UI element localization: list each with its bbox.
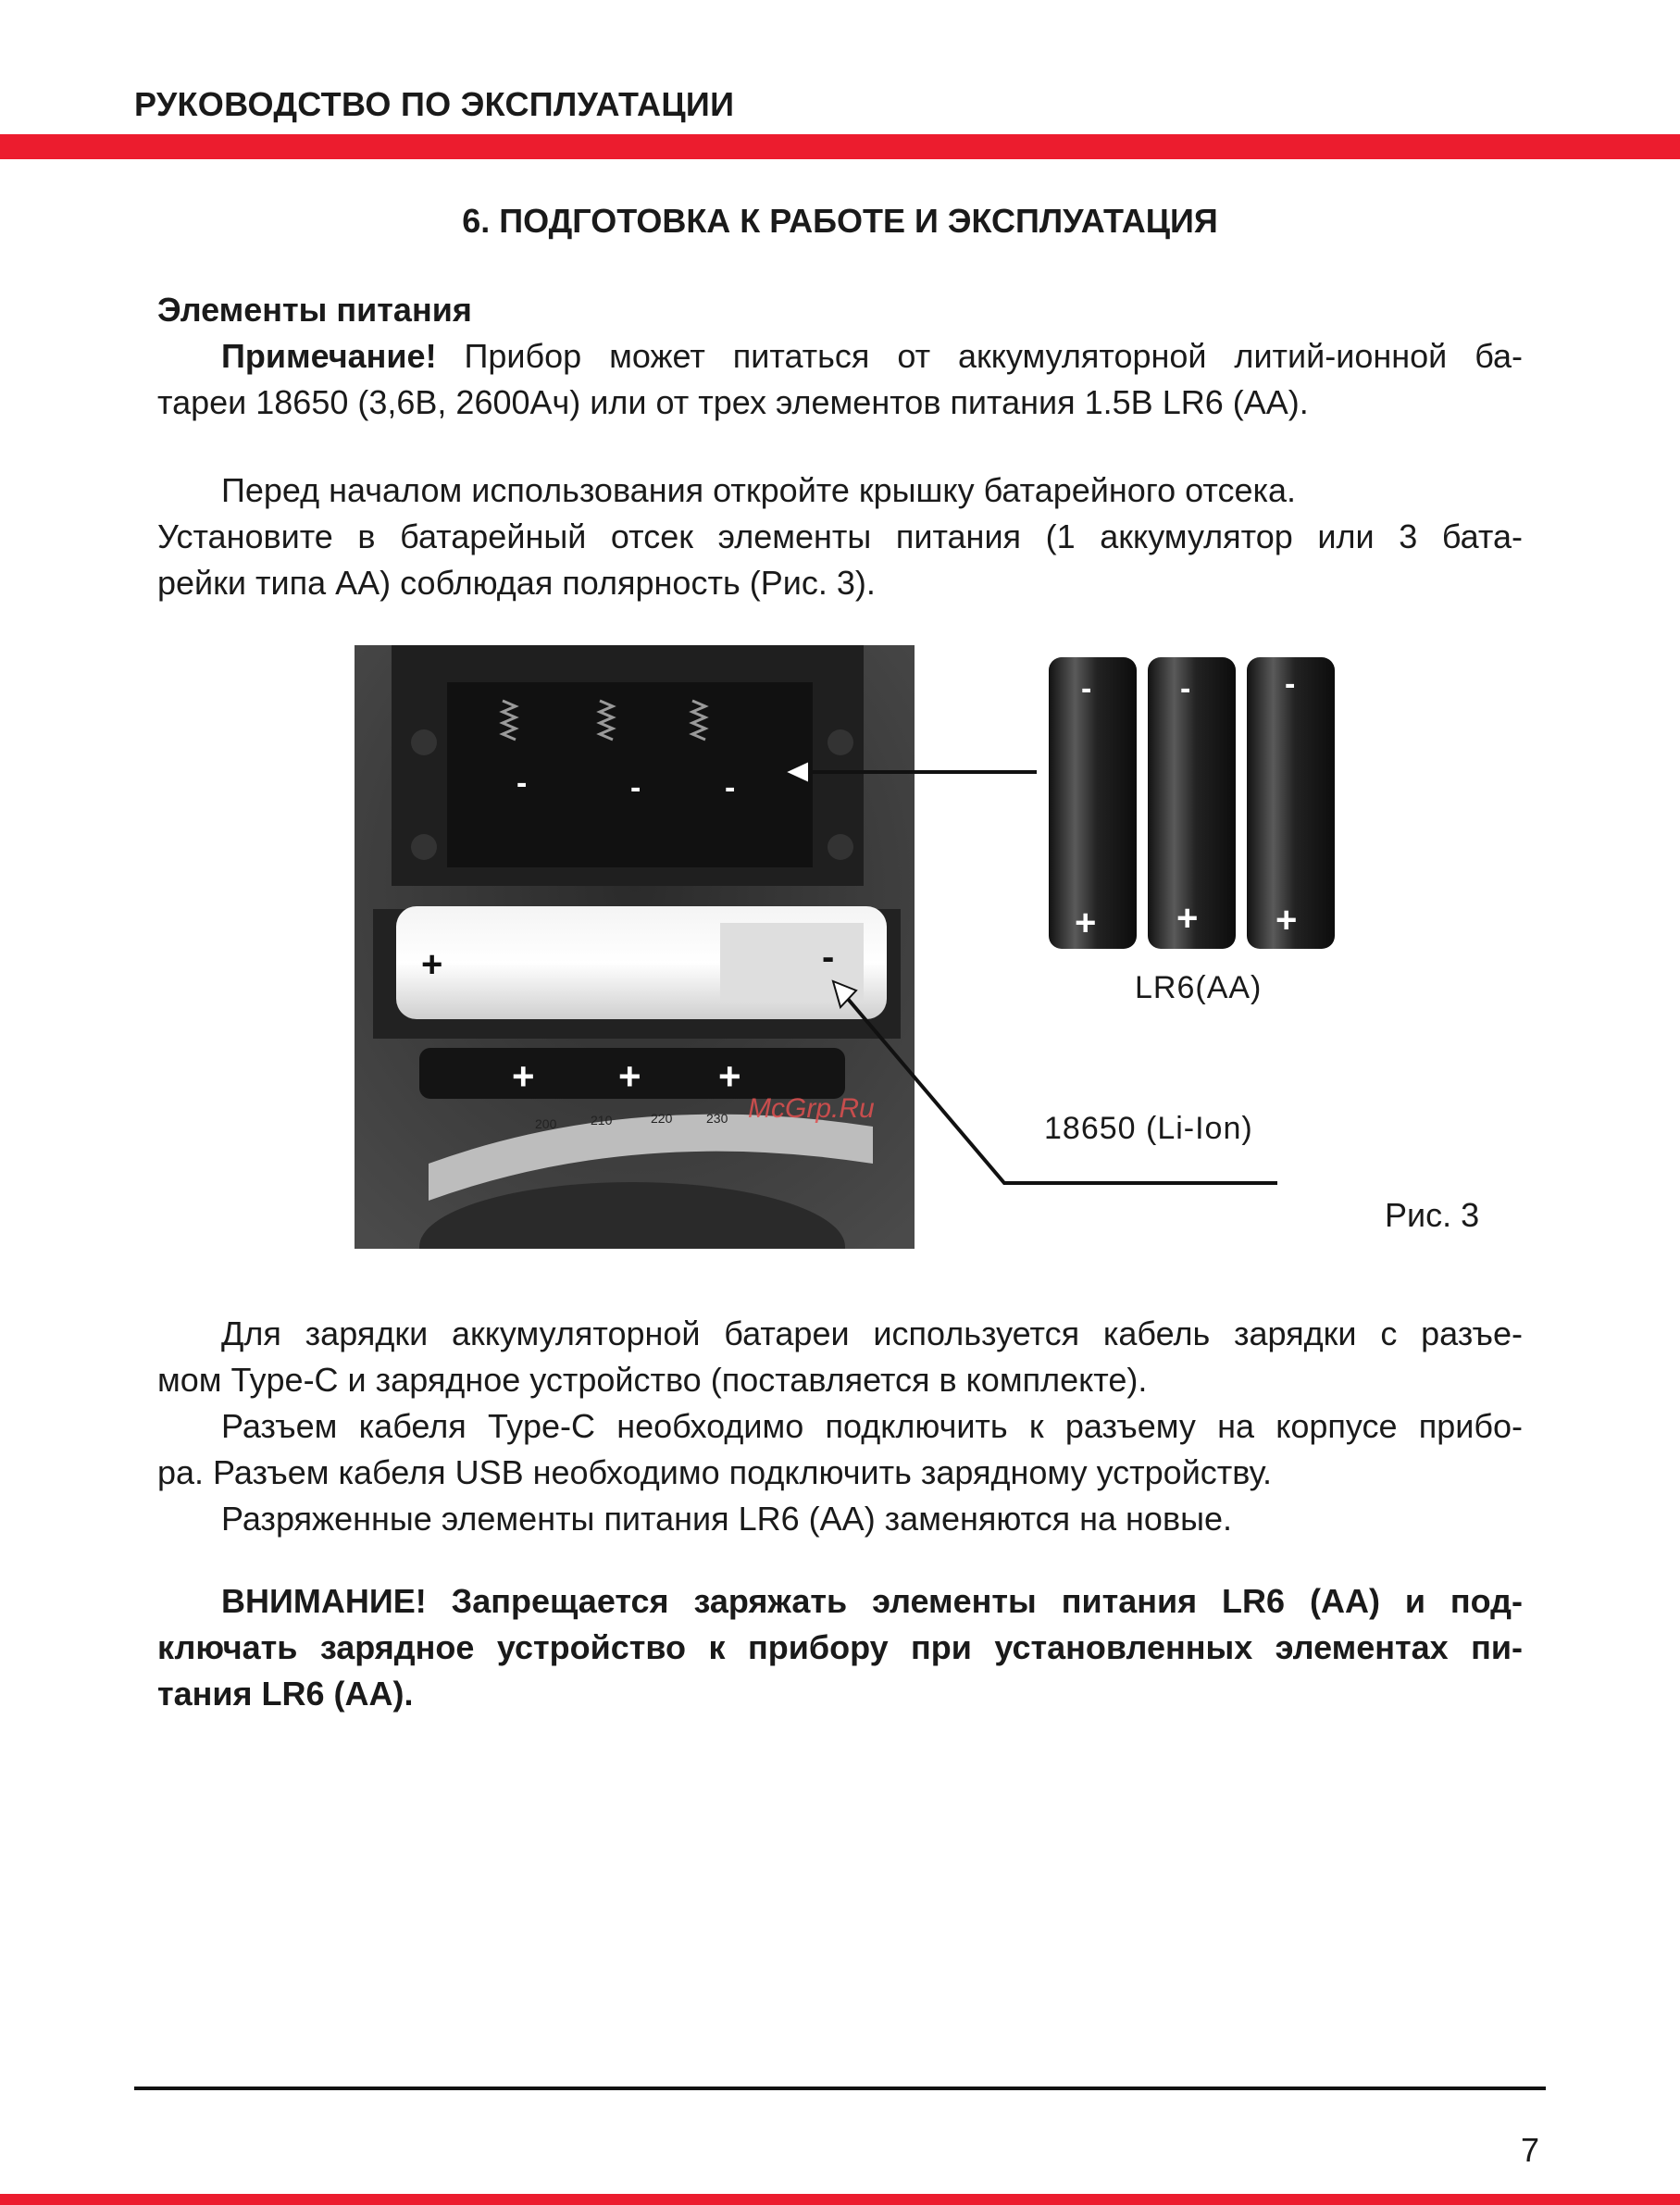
header-red-bar [0,134,1680,159]
warning-paragraph [157,1578,1523,1717]
section-title: 6. ПОДГОТОВКА К РАБОТЕ И ЭКСПЛУАТАЦИЯ [462,202,1218,240]
note-label: Примечание! [221,337,437,375]
aa-minus-2: - [1180,671,1191,706]
aa-minus-1: - [1081,671,1092,706]
install-line-3: рейки типа АА) соблюдая полярность (Рис. 3). [157,564,876,602]
scale-label-230: 230 [706,1111,728,1126]
power-note-line-1 [157,333,1523,380]
charging-paragraph [157,1311,1523,1542]
label-18650-li-ion: 18650 (Li-Ion) [1044,1111,1253,1146]
warning-line-3: тания LR6 (АА). [157,1675,414,1713]
charging-line-2: мом Type-C и зарядное устройство (поставляется в комплекте). [157,1361,1148,1399]
warning-line-1: ВНИМАНИЕ! Запрещается заряжать элементы питания LR6 (АА) и под- [221,1582,1523,1620]
aa-plus-3: + [1276,900,1298,941]
label-lr6-aa: LR6(AA) [1135,970,1263,1005]
compartment-minus-1: - [516,766,528,801]
li-ion-minus-sign: - [822,937,835,978]
compartment-minus-2: - [630,770,641,805]
scale-label-210: 210 [591,1113,613,1127]
aa-plus-2: + [1176,898,1199,939]
bottom-red-bar [0,2194,1680,2205]
contact-plus-3: + [718,1054,741,1098]
scale-label-200: 200 [535,1116,557,1131]
charging-line-3: Разъем кабеля Type-C необходимо подключить к разъему на корпусе прибо- [221,1407,1523,1445]
install-line-2: Установите в батарейный отсек элементы питания (1 аккумулятор или 3 бата- [157,517,1523,555]
contact-plus-2: + [618,1054,641,1098]
li-ion-plus-sign: + [421,944,443,985]
install-line-1: Перед началом использования откройте крышку батарейного отсека. [221,471,1297,509]
power-heading: Элементы питания [157,291,472,329]
footer-rule [134,2087,1546,2090]
watermark: McGrp.Ru [748,1093,875,1124]
aa-plus-1: + [1075,903,1097,943]
power-note-line-2: тареи 18650 (3,6В, 2600Ач) или от трех элементов питания 1.5В LR6 (АА). [157,383,1309,421]
charging-line-1: Для зарядки аккумуляторной батареи используется кабель зарядки с разъе- [221,1314,1523,1352]
charging-line-4: ра. Разъем кабеля USB необходимо подключить зарядному устройству. [157,1453,1273,1491]
compartment-minus-3: - [725,770,736,805]
warning-line-2: ключать зарядное устройство к прибору при установленных элементах пи- [157,1628,1523,1666]
note-text: Прибор может питаться от аккумуляторной литий-ионной ба- [436,337,1523,375]
charging-line-5: Разряженные элементы питания LR6 (АА) заменяются на новые. [221,1500,1232,1538]
scale-label-220: 220 [651,1111,673,1126]
install-paragraph [157,467,1523,606]
figure-caption: Рис. 3 [1385,1196,1480,1234]
page-number: 7 [1521,2131,1540,2169]
contact-plus-1: + [512,1054,535,1098]
power-section [157,287,1523,426]
document-header-title: РУКОВОДСТВО ПО ЭКСПЛУАТАЦИИ [134,85,735,123]
aa-minus-3: - [1285,666,1296,702]
